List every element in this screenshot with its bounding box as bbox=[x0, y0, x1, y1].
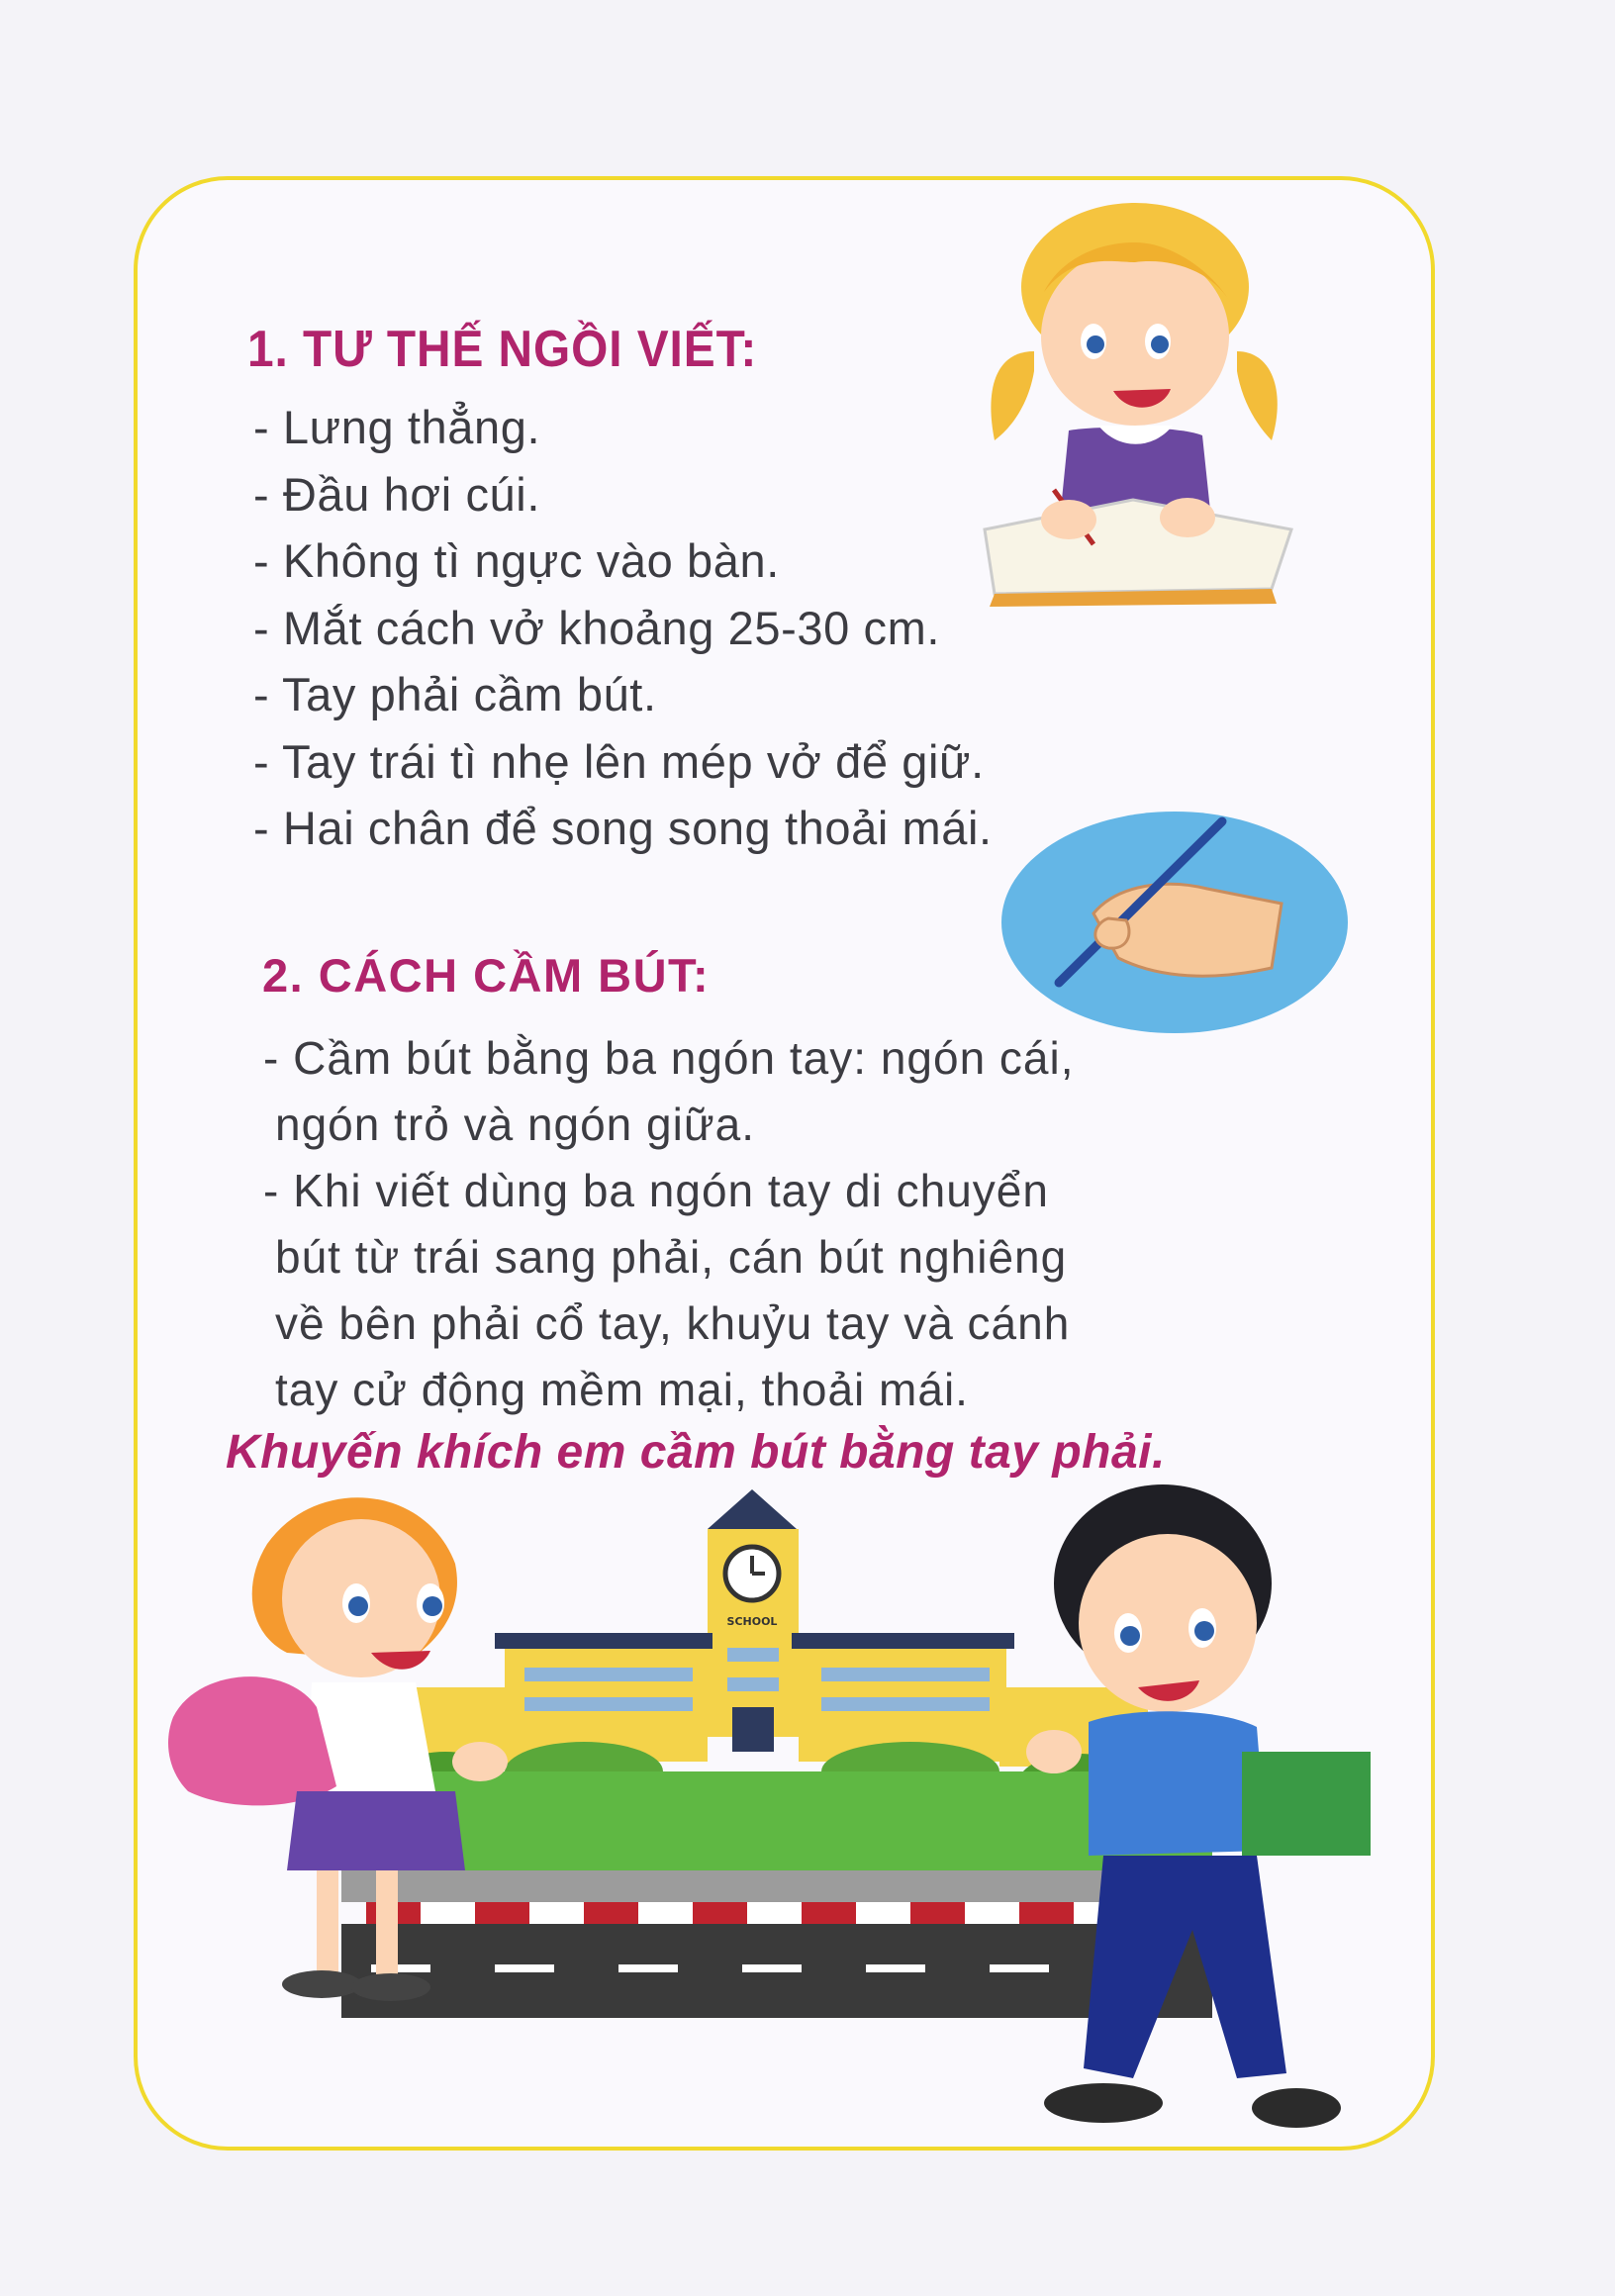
list-item-continuation: tay cử động mềm mại, thoải mái. bbox=[275, 1364, 969, 1415]
list-item-text: - Khi viết dùng ba ngón tay di chuyển bbox=[263, 1165, 1049, 1216]
open-book-icon bbox=[985, 500, 1291, 594]
list-item-continuation: ngón trỏ và ngón giữa. bbox=[275, 1099, 756, 1150]
encouragement-tagline: Khuyến khích em cầm bút bằng tay phải. bbox=[226, 1426, 1166, 1479]
school-scene-illustration bbox=[139, 1455, 1445, 2167]
list-item bbox=[263, 1025, 1184, 1158]
list-item: - Hai chân để song song thoải mái. bbox=[253, 802, 993, 854]
girl-writing-illustration bbox=[975, 203, 1311, 628]
list-item: - Tay phải cầm bút. bbox=[253, 668, 657, 720]
hand-holding-pen-illustration bbox=[999, 810, 1351, 1035]
list-item: - Đầu hơi cúi. bbox=[253, 467, 540, 521]
list-item: - Lưng thẳng. bbox=[253, 401, 541, 453]
lawn bbox=[341, 1771, 1212, 1870]
curb-stripes bbox=[366, 1902, 1183, 1924]
school-sign: SCHOOL bbox=[726, 1615, 778, 1628]
list-item-continuation: bút từ trái sang phải, cán bút nghiêng bbox=[275, 1231, 1068, 1283]
pen-holding-list bbox=[263, 1025, 1184, 1423]
section-2-title: 2. CÁCH CẦM BÚT: bbox=[262, 949, 711, 1002]
list-item: - Không tì ngực vào bàn. bbox=[253, 534, 780, 587]
list-item-continuation: về bên phải cổ tay, khuỷu tay và cánh bbox=[275, 1297, 1071, 1349]
list-item bbox=[263, 1158, 1184, 1423]
book-icon bbox=[1242, 1752, 1371, 1856]
list-item: - Tay trái tì nhẹ lên mép vở để giữ. bbox=[253, 734, 985, 788]
list-item: - Mắt cách vở khoảng 25-30 cm. bbox=[253, 601, 941, 654]
sitting-posture-list bbox=[253, 394, 993, 862]
list-item-text: - Cầm bút bằng ba ngón tay: ngón cái, bbox=[263, 1032, 1075, 1084]
section-1-title: 1. TƯ THẾ NGỒI VIẾT: bbox=[247, 321, 758, 378]
school-building-icon bbox=[356, 1489, 1148, 1767]
